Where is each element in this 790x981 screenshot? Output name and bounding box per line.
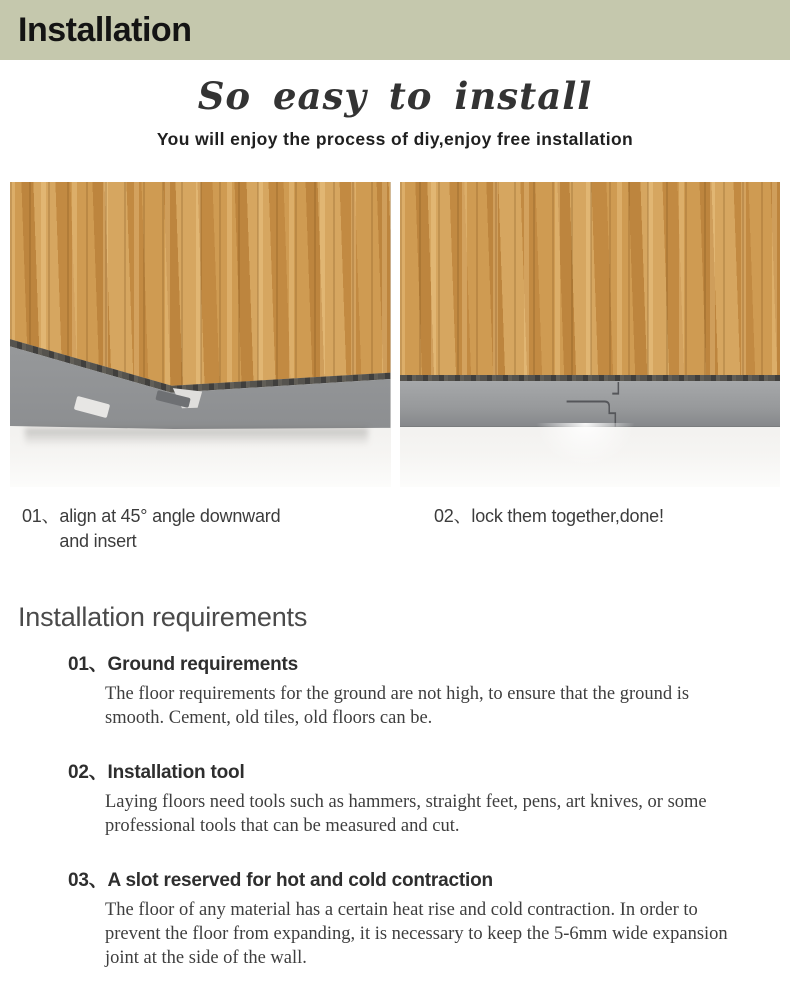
floor-highlight <box>536 423 635 466</box>
hero-heading: So easy to install <box>197 74 593 118</box>
floor-shadow <box>25 428 367 446</box>
installation-steps-row <box>10 182 780 487</box>
requirement-title: Ground requirements <box>107 654 298 675</box>
step-caption-text: align at 45° angle downward and insert <box>59 506 281 551</box>
requirement-item-1 <box>68 649 790 730</box>
step-image-2 <box>400 182 781 487</box>
requirement-title: Installation tool <box>107 762 245 783</box>
step-caption-2 <box>399 504 664 554</box>
step-number: 02、 <box>434 506 472 526</box>
captions-row <box>10 504 780 554</box>
step-caption-text: lock them together,done! <box>471 506 664 526</box>
requirement-number: 03、 <box>68 870 108 891</box>
requirement-heading <box>68 757 790 784</box>
requirement-item-2 <box>68 757 790 838</box>
requirement-body: The floor requirements for the ground are not high, to ensure that the ground is smooth. Cement, old tiles, old floors can be. <box>105 684 690 728</box>
requirement-heading <box>68 649 790 676</box>
step-image-1 <box>10 182 391 487</box>
requirement-body: Laying floors need tools such as hammers, straight feet, pens, art knives, or some professional tools that can be measured and cut. <box>105 792 707 836</box>
requirement-heading <box>68 865 790 892</box>
requirements-list <box>68 649 790 970</box>
requirement-body: The floor of any material has a certain heat rise and cold contraction. In order to prevent the floor from expanding, it is necessary to keep the 5-6mm wide expansion joint at the side of the wall. <box>105 900 728 968</box>
hero-subheading: You will enjoy the process of diy,enjoy free installation <box>156 129 634 149</box>
header-banner <box>0 0 790 60</box>
step-number: 01、 <box>22 506 60 526</box>
step-caption-1 <box>10 504 399 554</box>
requirements-title: Installation requirements <box>18 602 308 632</box>
banner-title: Installation <box>18 10 192 49</box>
requirement-number: 02、 <box>68 762 108 783</box>
lock-seam <box>559 380 635 429</box>
requirement-number: 01、 <box>68 654 108 675</box>
wood-surface <box>400 182 781 375</box>
requirement-item-3 <box>68 865 790 970</box>
requirement-title: A slot reserved for hot and cold contraction <box>107 870 493 891</box>
